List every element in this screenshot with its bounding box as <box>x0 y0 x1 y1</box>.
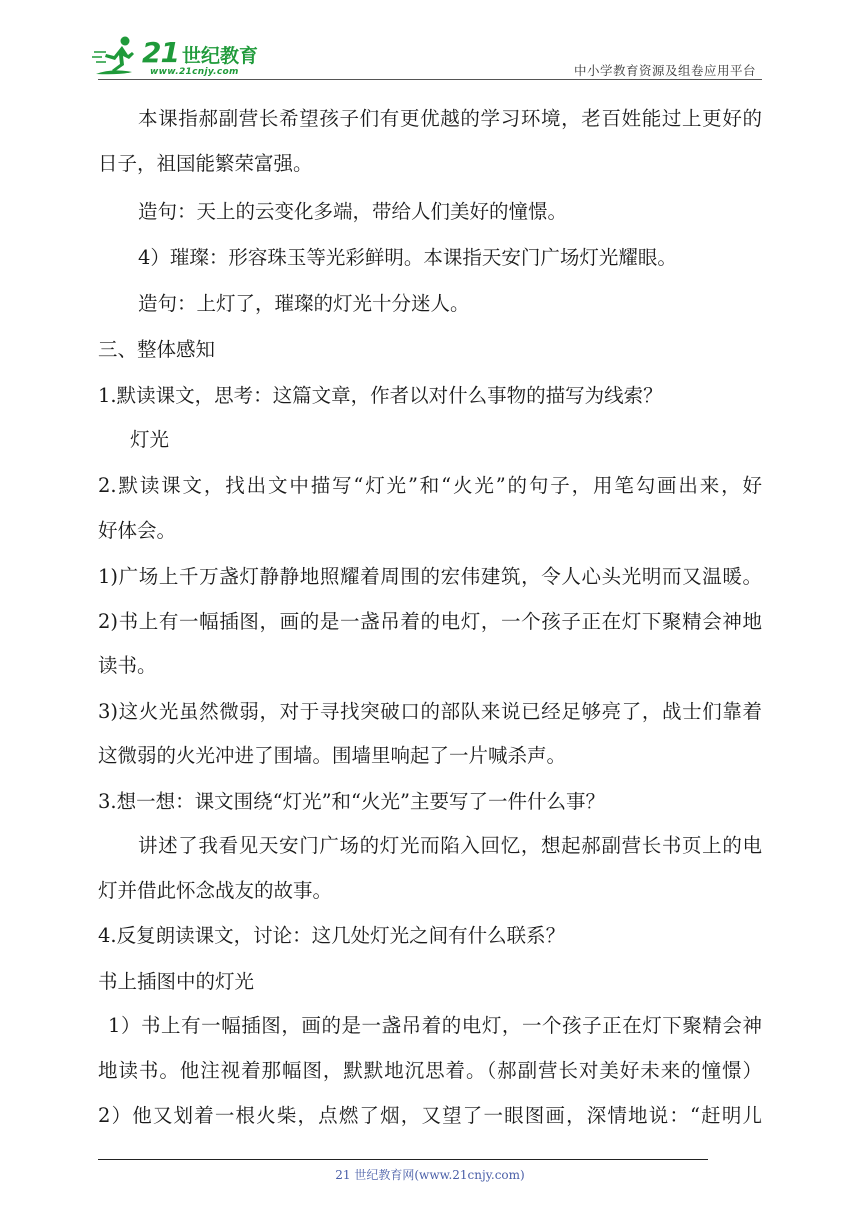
footer-divider <box>98 1159 708 1160</box>
page-header <box>0 0 860 90</box>
question-line: 好体会。 <box>98 519 177 542</box>
logo-number: 21 <box>142 36 179 69</box>
answer-line: 灯光 <box>130 428 170 451</box>
site-logo[interactable] <box>92 34 262 78</box>
list-item: 这微弱的火光冲进了围墙。围墙里响起了一片喊杀声。 <box>98 744 567 767</box>
paragraph-line: 日子，祖国能繁荣富强。 <box>98 152 313 175</box>
answer-line: 讲述了我看见天安门广场的灯光而陷入回忆，想起郝副营长书页上的电 <box>138 834 762 857</box>
list-item: 3)这火光虽然微弱，对于寻找突破口的部队来说已经足够亮了，战士们靠着 <box>98 700 762 723</box>
paragraph-line: 造句：天上的云变化多端，带给人们美好的憧憬。 <box>138 200 568 223</box>
paragraph-line: 造句：上灯了，璀璨的灯光十分迷人。 <box>138 292 470 315</box>
list-item: 1)广场上千万盏灯静静地照耀着周围的宏伟建筑，令人心头光明而又温暖。 <box>98 565 762 588</box>
answer-line: 灯并借此怀念战友的故事。 <box>98 879 333 902</box>
question-line: 4.反复朗读课文，讨论：这几处灯光之间有什么联系？ <box>98 924 566 947</box>
section-heading: 三、整体感知 <box>98 338 216 361</box>
logo-chinese-name: 世纪教育 <box>182 45 259 67</box>
running-figure-icon <box>92 34 148 78</box>
logo-url: www.21cnjy.com <box>150 67 239 77</box>
question-line: 2.默读课文，找出文中描写“灯光”和“火光”的句子，用笔勾画出来，好 <box>98 474 762 497</box>
footer-text[interactable]: 21 世纪教育网(www.21cnjy.com) <box>335 1168 525 1182</box>
list-item: 2）他又划着一根火柴，点燃了烟，又望了一眼图画，深情地说：“赶明儿 <box>98 1104 762 1127</box>
list-item: 地读书。他注视着那幅图，默默地沉思着。（郝副营长对美好未来的憧憬） <box>98 1059 762 1082</box>
list-item: 2)书上有一幅插图，画的是一盏吊着的电灯，一个孩子正在灯下聚精会神地 <box>98 610 762 633</box>
platform-name: 中小学教育资源及组卷应用平台 <box>573 63 756 78</box>
question-line: 3.想一想：课文围绕“灯光”和“火光”主要写了一件什么事？ <box>98 790 605 813</box>
subsection-heading: 书上插图中的灯光 <box>98 970 255 993</box>
paragraph-line: 4）璀璨：形容珠玉等光彩鲜明。本课指天安门广场灯光耀眼。 <box>138 246 677 269</box>
paragraph-line: 本课指郝副营长希望孩子们有更优越的学习环境，老百姓能过上更好的 <box>138 107 762 130</box>
list-item: 1）书上有一幅插图，画的是一盏吊着的电灯，一个孩子正在灯下聚精会神 <box>108 1014 762 1037</box>
header-divider <box>98 79 762 80</box>
list-item: 读书。 <box>98 654 157 677</box>
question-line: 1.默读课文，思考：这篇文章，作者以对什么事物的描写为线索？ <box>98 384 663 407</box>
